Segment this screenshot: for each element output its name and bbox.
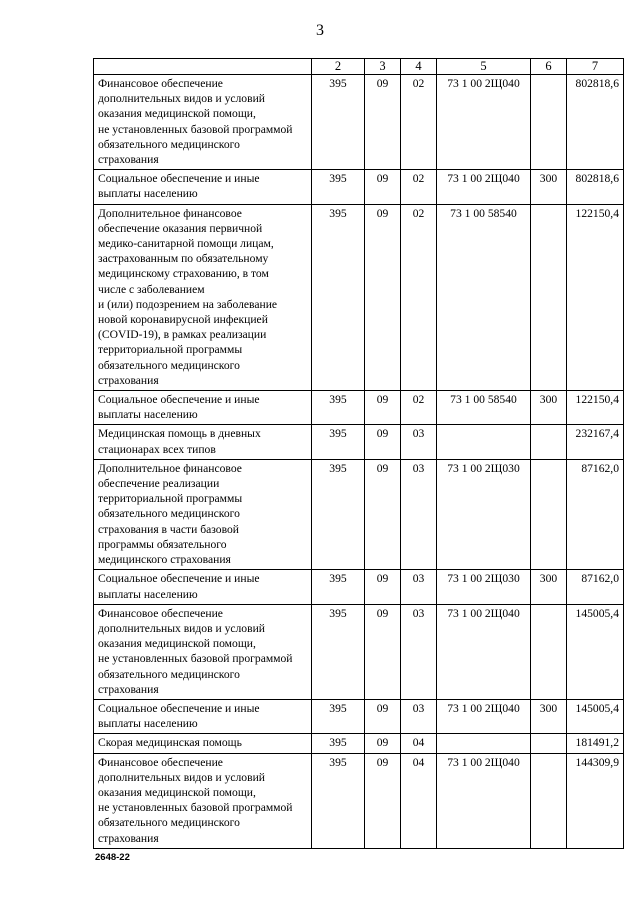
section-cell: 09 [365,459,401,569]
subsection-cell: 02 [401,391,437,425]
expense-type-cell: 300 [531,391,567,425]
section-cell: 09 [365,570,401,604]
admin-code-cell: 395 [312,204,365,390]
target-article-cell: 73 1 00 58540 [437,204,531,390]
section-cell: 09 [365,75,401,170]
header-col-4: 4 [401,59,437,75]
header-col-5: 5 [437,59,531,75]
amount-cell: 87162,0 [567,459,624,569]
section-cell: 09 [365,391,401,425]
subsection-cell: 02 [401,204,437,390]
amount-cell: 802818,6 [567,75,624,170]
admin-code-cell: 395 [312,75,365,170]
table-row [94,459,624,569]
row-name-cell: Медицинская помощь в дневных стационарах всех типов [94,425,312,459]
row-name-cell: Финансовое обеспечение дополнительных видов и условий оказания медицинской помощи, не установленных базовой программой обязательного медицинского страхования [94,604,312,699]
table-header-row [94,59,624,75]
table-row [94,204,624,390]
target-article-cell [437,734,531,753]
subsection-cell: 03 [401,604,437,699]
header-col-6: 6 [531,59,567,75]
table-row [94,391,624,425]
target-article-cell: 73 1 00 2Щ040 [437,699,531,733]
section-cell: 09 [365,425,401,459]
subsection-cell: 03 [401,570,437,604]
row-name-cell: Скорая медицинская помощь [94,734,312,753]
target-article-cell: 73 1 00 2Щ040 [437,604,531,699]
subsection-cell: 03 [401,425,437,459]
row-name-cell: Финансовое обеспечение дополнительных видов и условий оказания медицинской помощи, не установленных базовой программой обязательного медицинского страхования [94,75,312,170]
header-col-2: 2 [312,59,365,75]
subsection-cell: 03 [401,459,437,569]
row-name-cell: Дополнительное финансовое обеспечение оказания первичной медико-санитарной помощи лицам, застрахованным по обязательному медицинскому страхованию, в том числе с заболеванием и (или) подозрением на заболевание новой коронавирусной инфекцией (COVID-19), в рамках реализации территориальной программы обязательного медицинского страхования [94,204,312,390]
table-row [94,604,624,699]
section-cell: 09 [365,699,401,733]
row-name-cell: Социальное обеспечение и иные выплаты населению [94,170,312,204]
expense-type-cell: 300 [531,570,567,604]
admin-code-cell: 395 [312,604,365,699]
header-col-1 [94,59,312,75]
subsection-cell: 03 [401,699,437,733]
section-cell: 09 [365,604,401,699]
subsection-cell: 04 [401,753,437,848]
table-row [94,570,624,604]
section-cell: 09 [365,753,401,848]
admin-code-cell: 395 [312,391,365,425]
target-article-cell: 73 1 00 2Щ030 [437,570,531,604]
admin-code-cell: 395 [312,170,365,204]
document-code: 2648-22 [95,852,130,863]
table-row [94,170,624,204]
amount-cell: 122150,4 [567,204,624,390]
amount-cell: 144309,9 [567,753,624,848]
table-row [94,753,624,848]
admin-code-cell: 395 [312,734,365,753]
amount-cell: 232167,4 [567,425,624,459]
amount-cell: 87162,0 [567,570,624,604]
admin-code-cell: 395 [312,459,365,569]
expense-type-cell [531,75,567,170]
target-article-cell: 73 1 00 2Щ040 [437,170,531,204]
table-row [94,425,624,459]
row-name-cell: Социальное обеспечение и иные выплаты населению [94,699,312,733]
budget-table [93,58,624,849]
header-col-3: 3 [365,59,401,75]
amount-cell: 802818,6 [567,170,624,204]
expense-type-cell [531,604,567,699]
target-article-cell: 73 1 00 2Щ040 [437,753,531,848]
header-col-7: 7 [567,59,624,75]
row-name-cell: Социальное обеспечение и иные выплаты населению [94,391,312,425]
expense-type-cell [531,459,567,569]
row-name-cell: Дополнительное финансовое обеспечение реализации территориальной программы обязательного медицинского страхования в части базовой программы обязательного медицинского страхования [94,459,312,569]
subsection-cell: 02 [401,75,437,170]
expense-type-cell [531,734,567,753]
expense-type-cell: 300 [531,170,567,204]
admin-code-cell: 395 [312,570,365,604]
target-article-cell: 73 1 00 2Щ030 [437,459,531,569]
admin-code-cell: 395 [312,699,365,733]
admin-code-cell: 395 [312,425,365,459]
table-row [94,734,624,753]
page-number: 3 [316,22,324,39]
row-name-cell: Финансовое обеспечение дополнительных видов и условий оказания медицинской помощи, не установленных базовой программой обязательного медицинского страхования [94,753,312,848]
amount-cell: 122150,4 [567,391,624,425]
expense-type-cell [531,204,567,390]
table-row [94,75,624,170]
section-cell: 09 [365,204,401,390]
section-cell: 09 [365,170,401,204]
amount-cell: 145005,4 [567,604,624,699]
target-article-cell [437,425,531,459]
subsection-cell: 04 [401,734,437,753]
row-name-cell: Социальное обеспечение и иные выплаты населению [94,570,312,604]
expense-type-cell: 300 [531,699,567,733]
subsection-cell: 02 [401,170,437,204]
amount-cell: 181491,2 [567,734,624,753]
section-cell: 09 [365,734,401,753]
amount-cell: 145005,4 [567,699,624,733]
admin-code-cell: 395 [312,753,365,848]
target-article-cell: 73 1 00 58540 [437,391,531,425]
table-row [94,699,624,733]
target-article-cell: 73 1 00 2Щ040 [437,75,531,170]
expense-type-cell [531,425,567,459]
expense-type-cell [531,753,567,848]
